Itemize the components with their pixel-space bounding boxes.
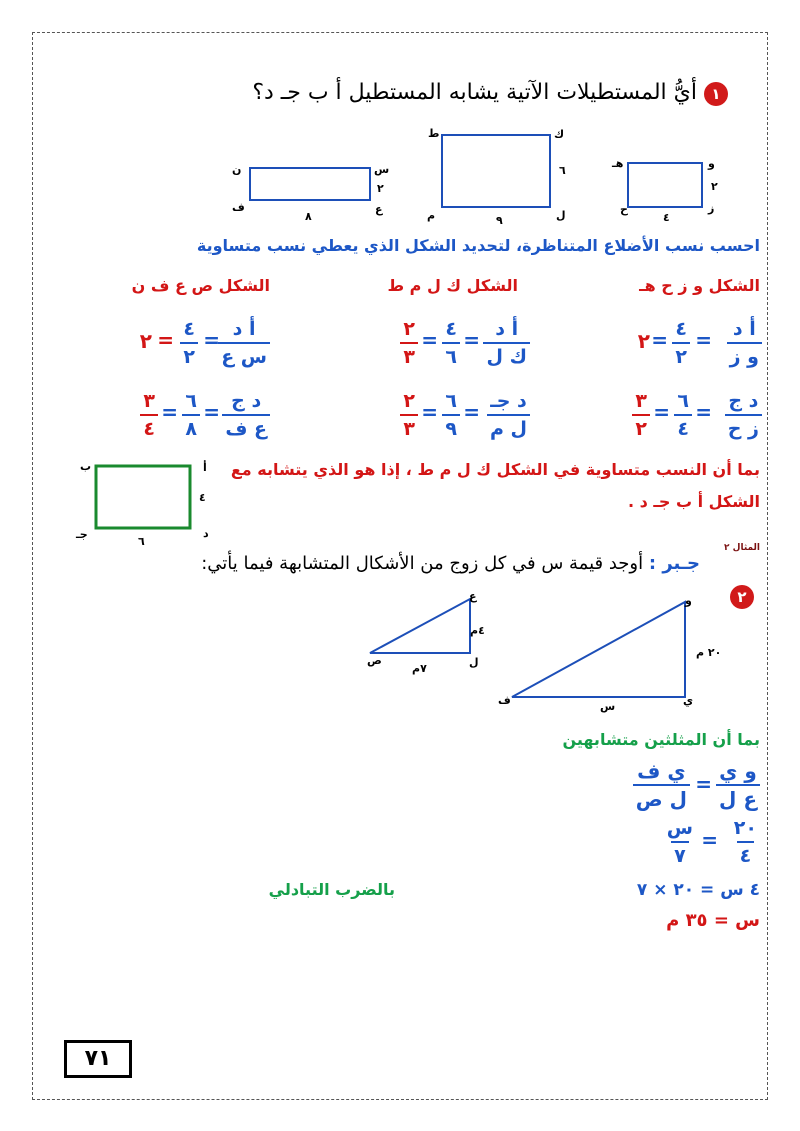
big-triangle: [512, 602, 685, 697]
question-number-badge: ١: [704, 82, 728, 106]
vertex-label: و: [685, 594, 692, 607]
triangles-diagram: [360, 590, 700, 705]
vertex-label: ح: [620, 203, 628, 216]
reference-rectangle: [90, 462, 200, 532]
conclusion-line: الشكل أ ب جـ د .: [627, 492, 760, 511]
cross-multiplication: ٤ س = ٢٠ × ٧: [636, 880, 760, 900]
vertex-label: ل: [556, 209, 566, 222]
fraction: ٢ ٣: [400, 318, 418, 368]
side-length: ٦: [559, 164, 566, 177]
vertex-label: ب: [80, 460, 92, 473]
example-tag: المثال ٢: [724, 543, 760, 553]
fraction: أ د و ز: [727, 318, 762, 368]
vertex-label: د: [203, 527, 209, 540]
vertex-label: م: [427, 209, 436, 222]
rectangle-left: [250, 168, 370, 200]
page-number: ٧١: [64, 1040, 132, 1078]
side-length: ٤م: [470, 624, 485, 637]
ratio-result: ٢: [637, 329, 650, 353]
equals-sign: =: [463, 328, 480, 352]
vertex-label: هـ: [612, 157, 624, 170]
fraction: ٦ ٤: [674, 390, 692, 440]
vertex-label: ز: [708, 202, 715, 215]
fraction: د ج ز ح: [725, 390, 762, 440]
fraction: د ج ع ف: [222, 390, 270, 440]
side-length: ٤: [663, 211, 670, 224]
vertex-label: ف: [498, 694, 511, 707]
question-1-title: [252, 80, 728, 106]
equals-sign: =: [695, 772, 712, 796]
column-title: الشكل و ز ح هـ: [639, 276, 760, 295]
equals-sign: =: [203, 400, 220, 424]
equals-sign: =: [653, 400, 670, 424]
side-length: ٩: [496, 214, 503, 227]
equals-sign: =: [161, 400, 178, 424]
vertex-label: ط: [428, 127, 440, 140]
fraction: ٦ ٨: [182, 390, 200, 440]
instruction-text: احسب نسب الأضلاع المتناظرة، لتحديد الشكل الذي يعطي نسب متساوية: [196, 236, 760, 255]
side-length: ٤: [199, 491, 206, 504]
vertex-label: ص: [367, 654, 382, 667]
fraction: ٣ ٢: [632, 390, 650, 440]
fraction: ٢ ٣: [400, 390, 418, 440]
cross-multiplication-label: بالضرب التبادلي: [268, 880, 395, 899]
equals-sign: =: [695, 400, 712, 424]
vertex-label: ن: [232, 163, 242, 176]
side-length: ٢: [377, 182, 384, 195]
conclusion-line: بما أن النسب متساوية في الشكل ك ل م ط ، إذا هو الذي يتشابه مع: [230, 460, 760, 479]
vertex-label: و: [708, 157, 715, 170]
column-title: الشكل ص ع ف ن: [131, 276, 270, 295]
fraction: ي ف ل ص: [633, 760, 690, 810]
fraction: و ي ع ل: [716, 760, 760, 810]
fraction: ٦ ٩: [442, 390, 460, 440]
equals-sign: =: [421, 400, 438, 424]
fraction: د جـ ل م: [487, 390, 530, 440]
side-length: ٨: [305, 210, 312, 223]
rectangles-diagram: [220, 125, 740, 235]
equals-sign: =: [651, 328, 668, 352]
fraction: أ د س ع: [218, 318, 270, 368]
small-triangle: [370, 599, 470, 653]
question-2-title: جـبر : أوجد قيمة س في كل زوج من الأشكال المتشابهة فيما يأتي:: [201, 553, 700, 574]
equals-sign: =: [701, 828, 718, 852]
side-length: ٧م: [412, 662, 427, 675]
equals-sign: =: [157, 328, 174, 352]
since-statement: بما أن المثلثين متشابهين: [562, 730, 760, 749]
answer: س = ٣٥ م: [666, 910, 760, 931]
equals-sign: =: [421, 328, 438, 352]
fraction: ٣ ٤: [140, 390, 158, 440]
side-length: ٢: [711, 180, 718, 193]
rectangle-right: [628, 163, 702, 207]
vertex-label: ك: [554, 128, 565, 141]
fraction: أ د ك ل: [483, 318, 530, 368]
vertex-label: س: [374, 163, 390, 176]
rectangle-mid: [442, 135, 550, 207]
question-text: أيُّ المستطيلات الآتية يشابه المستطيل أ ب جـ د؟: [252, 80, 697, 105]
vertex-label: ل: [469, 656, 479, 669]
fraction: ٢٠ ٤: [733, 817, 757, 867]
side-length: س: [600, 700, 616, 713]
fraction: ٤ ٢: [180, 318, 198, 368]
vertex-label: ع: [469, 590, 477, 603]
side-length: ٦: [138, 535, 145, 548]
vertex-label: ف: [232, 201, 245, 214]
vertex-label: ع: [375, 203, 383, 216]
column-title: الشكل ك ل م ط: [387, 276, 518, 295]
equals-sign: =: [695, 328, 712, 352]
equals-sign: =: [203, 328, 220, 352]
equals-sign: =: [463, 400, 480, 424]
fraction: ٤ ٦: [442, 318, 460, 368]
fraction: ٤ ٢: [672, 318, 690, 368]
side-length: ٢٠ م: [696, 646, 722, 659]
vertex-label: ي: [683, 694, 694, 707]
fraction: س ٧: [666, 817, 693, 867]
vertex-label: جـ: [76, 528, 88, 541]
vertex-label: أ: [203, 461, 207, 474]
question-number-badge: ٢: [730, 585, 754, 609]
ratio-result: ٢: [139, 329, 152, 353]
